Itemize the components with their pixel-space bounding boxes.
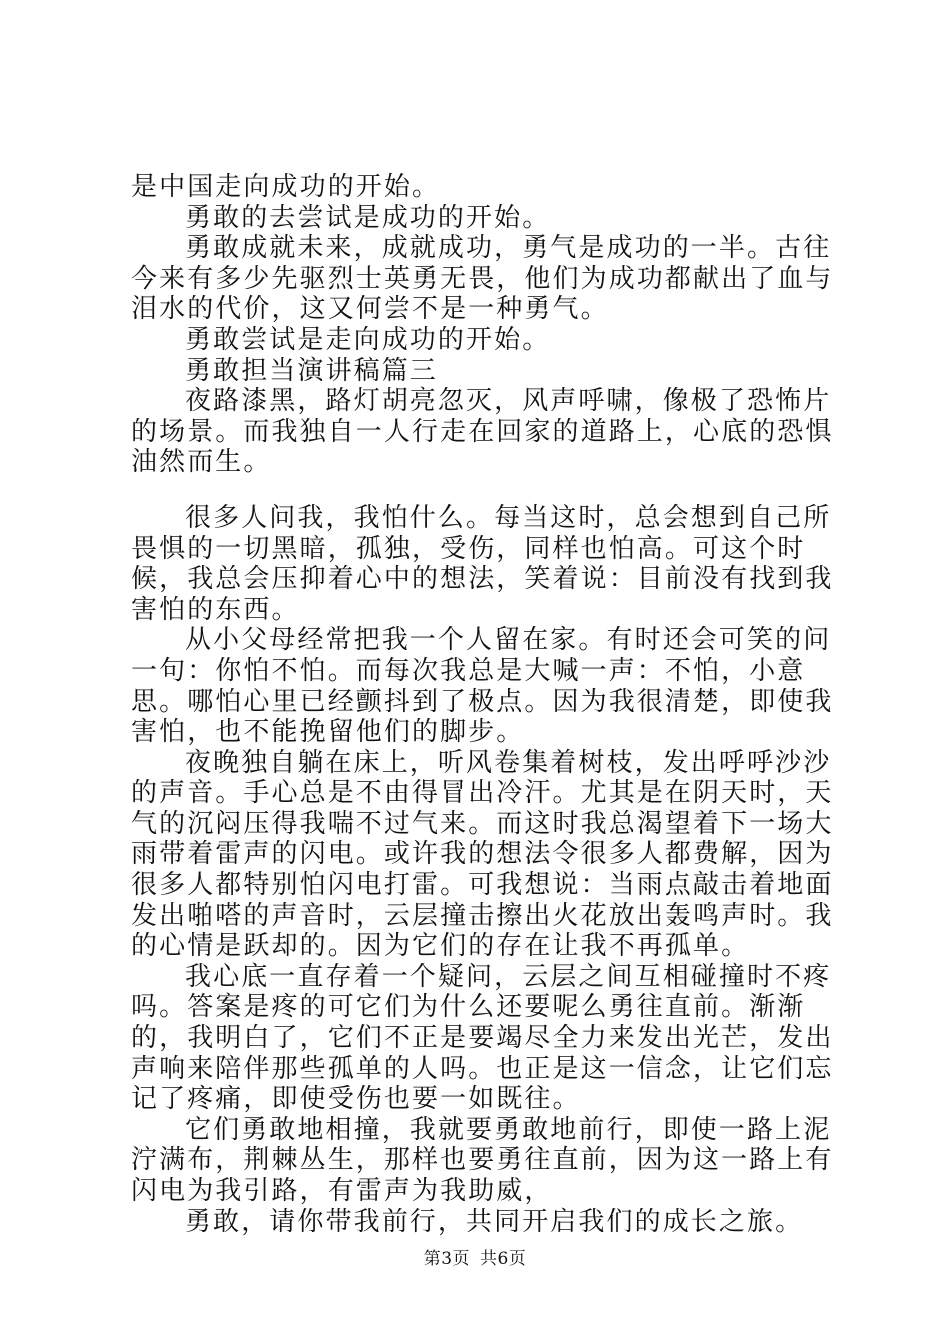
- page-footer: [0, 1244, 950, 1269]
- paragraph: 很多人问我，我怕什么。每当这时，总会想到自己所畏惧的一切黑暗，孤独，受伤，同样也怕高。可这个时候，我总会压抑着心中的想法，笑着说：目前没有找到我害怕的东西。: [131, 502, 834, 625]
- paragraph: 是中国走向成功的开始。: [131, 172, 441, 202]
- paragraph: 勇敢，请你带我前行，共同开启我们的成长之旅。: [185, 1206, 804, 1237]
- paragraph: 从小父母经常把我一个人留在家。有时还会可笑的问一句：你怕不怕。而每次我总是大喊一声：不怕，小意思。哪怕心里已经颤抖到了极点。因为我很清楚，即使我害怕，也不能挽留他们的脚步。: [131, 625, 834, 748]
- paragraph: 勇敢成就未来，成就成功，勇气是成功的一半。古往今来有多少先驱烈士英勇无畏，他们为成功都献出了血与泪水的代价，这又何尝不是一种勇气。: [131, 233, 834, 325]
- document-body: [131, 172, 851, 1237]
- paragraph: 夜晚独自躺在床上，听风卷集着树枝，发出呼呼沙沙的声音。手心总是不由得冒出冷汗。尤其是在阴天时，天气的沉闷压得我喘不过气来。而这时我总渴望着下一场大雨带着雷声的闪电。或许我的想法令很多人都费解，因为很多人都特别怕闪电打雷。可我想说：当雨点敲击着地面发出啪嗒的声音时，云层撞击擦出火花放出轰鸣声时。我的心情是跃却的。因为它们的存在让我不再孤单。: [131, 747, 834, 962]
- page-number: 第3页: [423, 1249, 471, 1269]
- paragraph: 勇敢的去尝试是成功的开始。: [185, 202, 551, 233]
- paragraph: 它们勇敢地相撞，我就要勇敢地前行，即使一路上泥泞满布，荆棘丛生，那样也要勇往直前，因为这一路上有闪电为我引路，有雷声为我助威，: [131, 1114, 834, 1206]
- paragraph-gap: [131, 478, 851, 503]
- paragraph: 我心底一直存着一个疑问，云层之间互相碰撞时不疼吗。答案是疼的可它们为什么还要呢么勇往直前。渐渐的，我明白了，它们不正是要竭尽全力来发出光芒，发出声响来陪伴那些孤单的人吗。也正是这一信念，让它们忘记了疼痛，即使受伤也要一如既往。: [131, 961, 834, 1115]
- page-total: 共6页: [479, 1249, 527, 1269]
- paragraph: 夜路漆黑，路灯胡亮忽灭，风声呼啸，像极了恐怖片的场景。而我独自一人行走在回家的道路上，心底的恐惧油然而生。: [131, 386, 834, 478]
- section-heading: 勇敢担当演讲稿篇三: [185, 355, 438, 386]
- paragraph: 勇敢尝试是走向成功的开始。: [185, 324, 551, 355]
